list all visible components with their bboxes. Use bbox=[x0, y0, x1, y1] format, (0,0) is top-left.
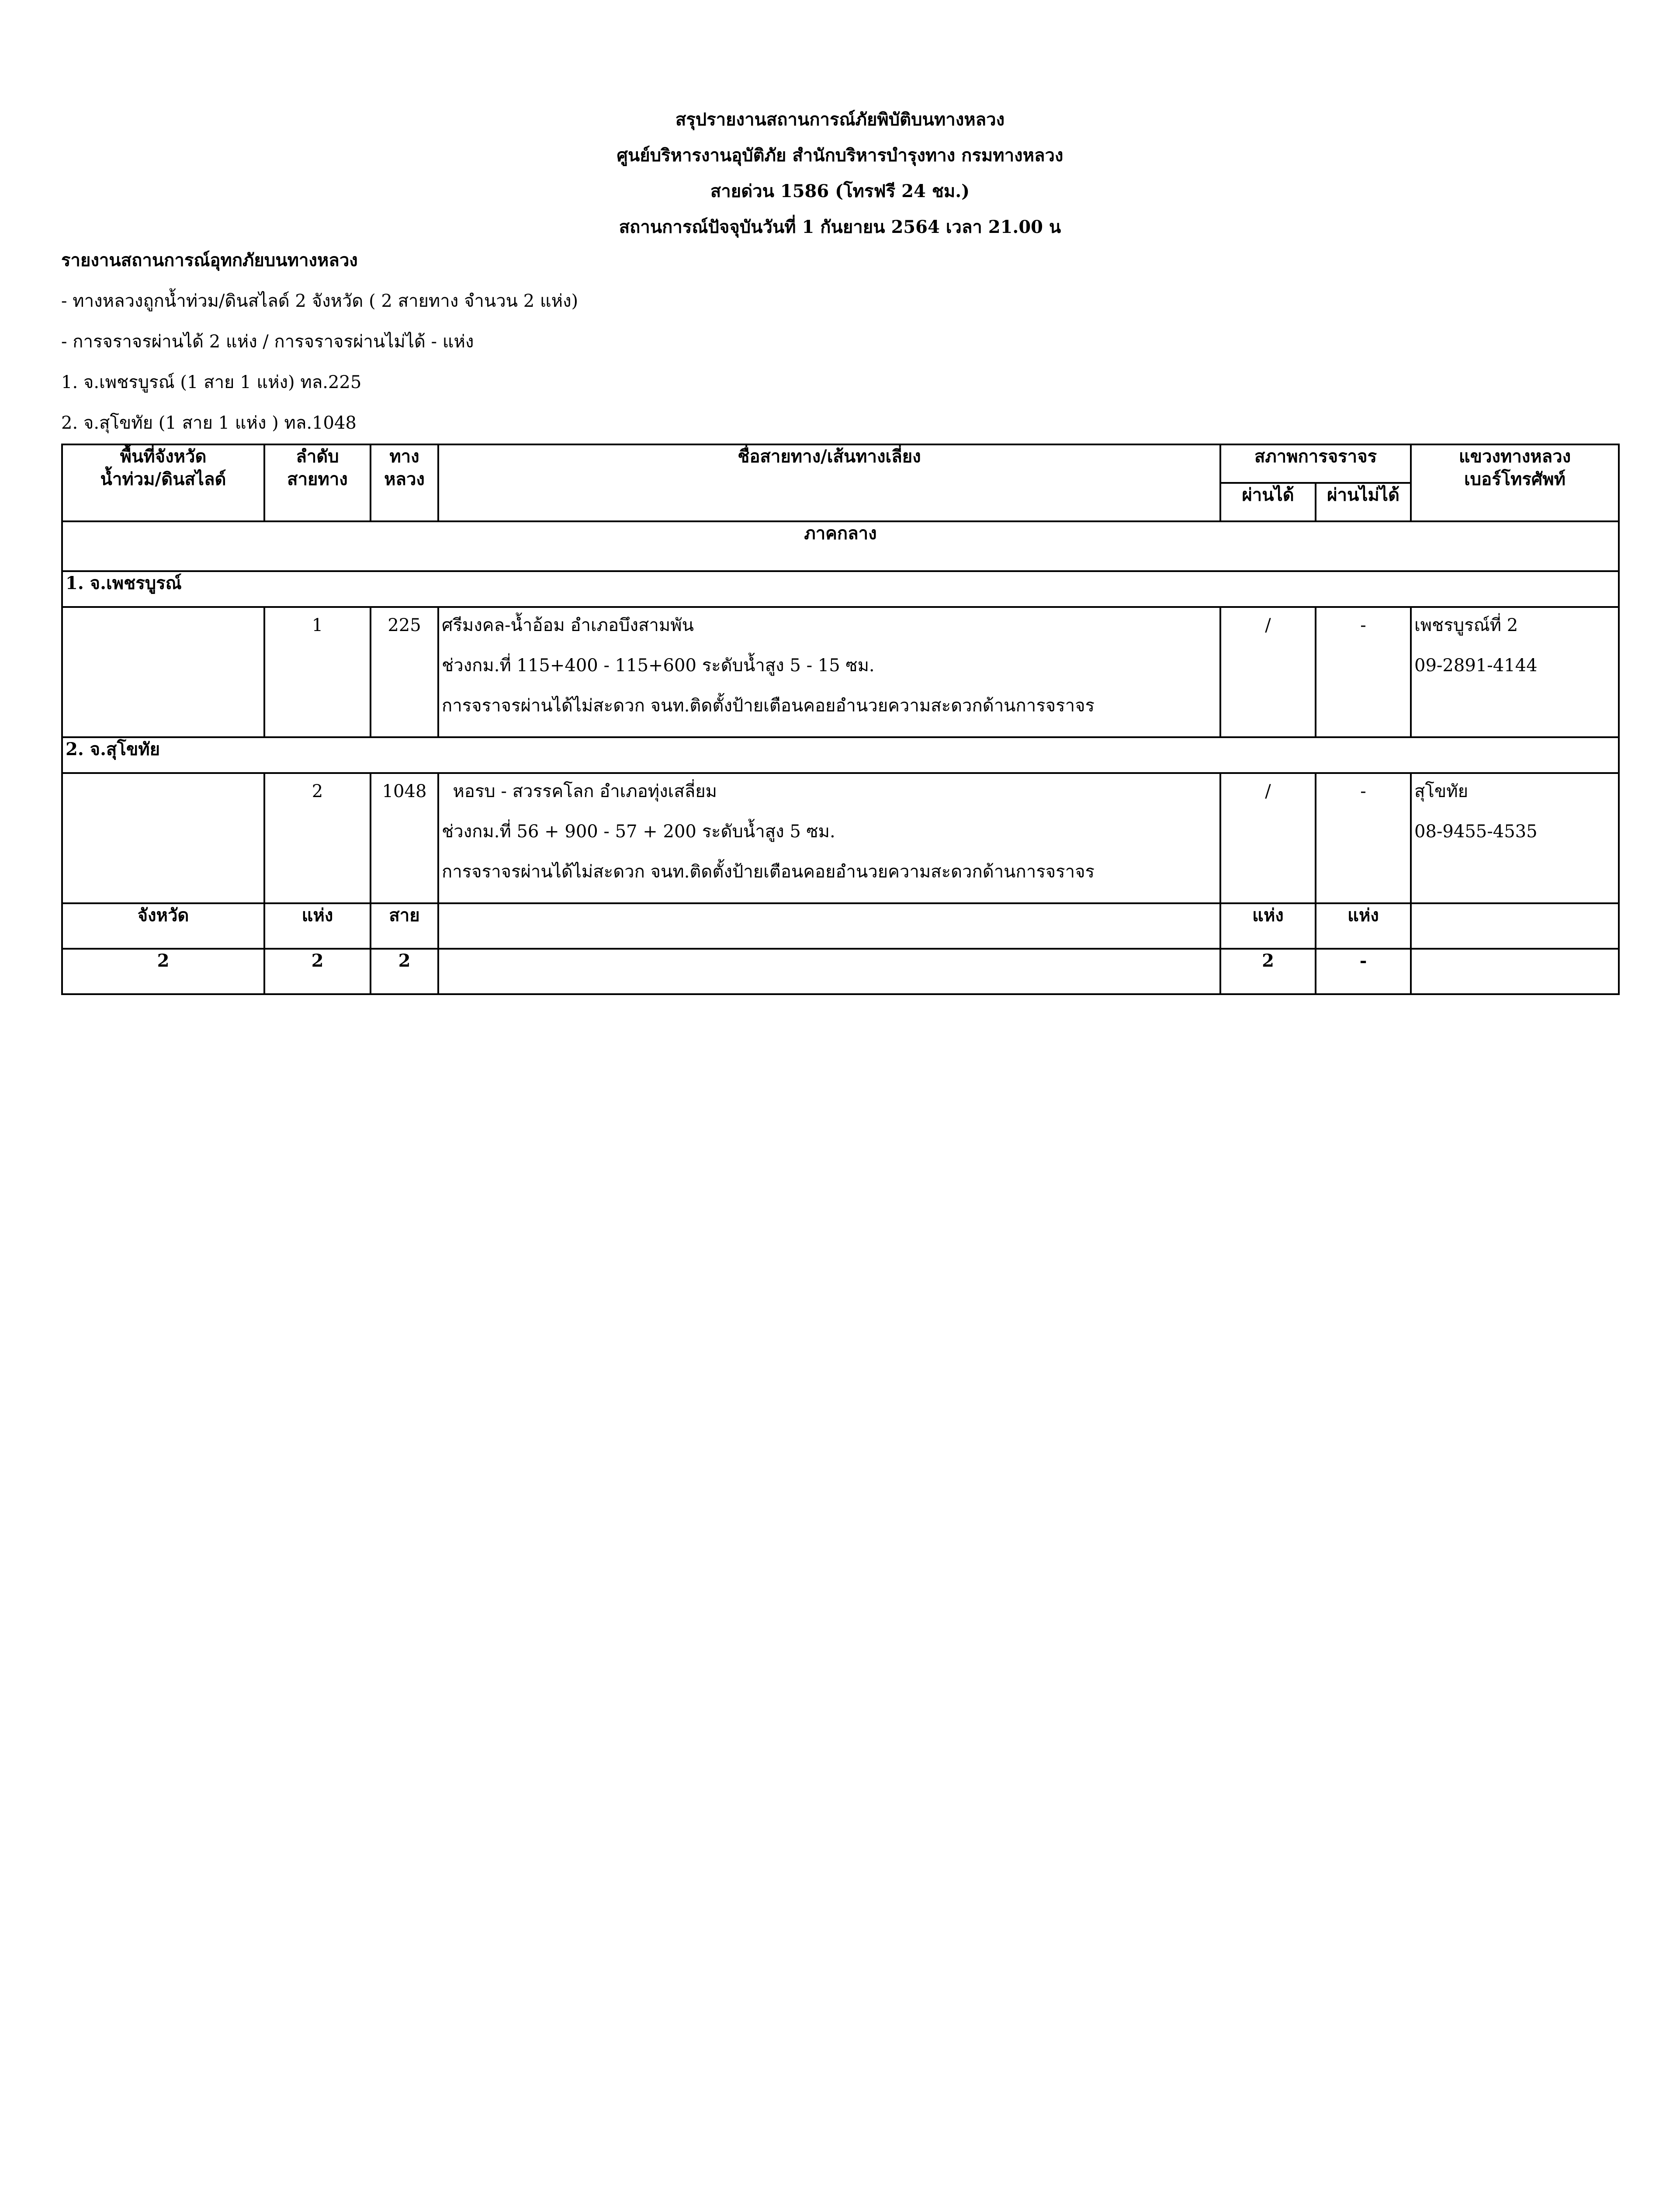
summary-line-affected: - ทางหลวงถูกน้ำท่วม/ดินสไลด์ 2 จังหวัด ( 2 สายทาง จำนวน 2 แห่ง) bbox=[61, 291, 578, 311]
nopass-cell: - bbox=[1316, 607, 1411, 737]
highway-cell: 1048 bbox=[371, 773, 438, 903]
col-header-traffic: สภาพการจราจร bbox=[1220, 444, 1411, 483]
district-phone: 09-2891-4144 bbox=[1414, 656, 1538, 676]
route-cell bbox=[438, 607, 1220, 737]
totals-header-district bbox=[1411, 903, 1619, 949]
totals-header-pass: แห่ง bbox=[1220, 903, 1316, 949]
province-label: 2. จ.สุโขทัย bbox=[62, 737, 1619, 773]
nopass-cell: - bbox=[1316, 773, 1411, 903]
col-header-seq: ลำดับ สายทาง bbox=[264, 444, 371, 521]
total-province: 2 bbox=[62, 949, 264, 994]
summary-line-province-2: 2. จ.สุโขทัย (1 สาย 1 แห่ง ) ทล.1048 bbox=[61, 413, 357, 433]
district-cell bbox=[1411, 773, 1619, 903]
pass-cell: / bbox=[1220, 773, 1316, 903]
province-label: 1. จ.เพชรบูรณ์ bbox=[62, 571, 1619, 607]
seq-cell: 1 bbox=[264, 607, 371, 737]
col-header-highway: ทาง หลวง bbox=[371, 444, 438, 521]
district-name: เพชรบูรณ์ที่ 2 bbox=[1414, 615, 1518, 635]
table-row bbox=[62, 773, 1619, 903]
route-note: การจราจรผ่านได้ไม่สะดวก จนท.ติดตั้งป้ายเตือนคอยอำนวยความสะดวกด้านการจราจร bbox=[442, 862, 1095, 882]
area-cell bbox=[62, 607, 264, 737]
col-header-pass: ผ่านได้ bbox=[1220, 483, 1316, 521]
report-agency: ศูนย์บริหารงานอุบัติภัย สำนักบริหารบำรุงทาง กรมทางหลวง bbox=[617, 145, 1063, 166]
col-header-district: แขวงทางหลวง เบอร์โทรศัพท์ bbox=[1411, 444, 1619, 521]
totals-row bbox=[62, 949, 1619, 994]
district-name: สุโขทัย bbox=[1414, 781, 1469, 801]
totals-header-row bbox=[62, 903, 1619, 949]
report-hotline: สายด่วน 1586 (โทรฟรี 24 ชม.) bbox=[710, 181, 970, 201]
table-header-row bbox=[62, 444, 1619, 483]
total-routes: 2 bbox=[371, 949, 438, 994]
col-header-route: ชื่อสายทาง/เส้นทางเลี่ยง bbox=[438, 444, 1220, 521]
table-row bbox=[62, 607, 1619, 737]
area-cell bbox=[62, 773, 264, 903]
route-name: หอรบ - สวรรคโลก อำเภอทุ่งเสลี่ยม bbox=[442, 781, 717, 801]
route-name: ศรีมงคล-น้ำอ้อม อำเภอบึงสามพัน bbox=[442, 615, 694, 635]
disaster-report-table bbox=[61, 444, 1620, 995]
route-cell bbox=[438, 773, 1220, 903]
totals-header-province: จังหวัด bbox=[62, 903, 264, 949]
totals-header-routes: สาย bbox=[371, 903, 438, 949]
report-datetime: สถานการณ์ปัจจุบันวันที่ 1 กันยายน 2564 เวลา 21.00 น bbox=[619, 217, 1061, 237]
province-row bbox=[62, 571, 1619, 607]
district-cell bbox=[1411, 607, 1619, 737]
region-row bbox=[62, 521, 1619, 571]
total-blank bbox=[438, 949, 1220, 994]
total-nopass: - bbox=[1316, 949, 1411, 994]
totals-header-nopass: แห่ง bbox=[1316, 903, 1411, 949]
region-label: ภาคกลาง bbox=[62, 521, 1619, 571]
route-km: ช่วงกม.ที่ 115+400 - 115+600 ระดับน้ำสูง 5 - 15 ซม. bbox=[442, 656, 875, 676]
summary-line-province-1: 1. จ.เพชรบูรณ์ (1 สาย 1 แห่ง) ทล.225 bbox=[61, 372, 362, 392]
col-header-area: พื้นที่จังหวัด น้ำท่วม/ดินสไลด์ bbox=[62, 444, 264, 521]
district-phone: 08-9455-4535 bbox=[1414, 822, 1538, 842]
total-district bbox=[1411, 949, 1619, 994]
highway-cell: 225 bbox=[371, 607, 438, 737]
route-km: ช่วงกม.ที่ 56 + 900 - 57 + 200 ระดับน้ำสูง 5 ซม. bbox=[442, 822, 835, 842]
totals-header-blank bbox=[438, 903, 1220, 949]
summary-heading: รายงานสถานการณ์อุทกภัยบนทางหลวง bbox=[61, 250, 358, 271]
seq-cell: 2 bbox=[264, 773, 371, 903]
col-header-nopass: ผ่านไม่ได้ bbox=[1316, 483, 1411, 521]
total-places: 2 bbox=[264, 949, 371, 994]
report-title: สรุปรายงานสถานการณ์ภัยพิบัติบนทางหลวง bbox=[675, 109, 1005, 130]
summary-line-traffic: - การจราจรผ่านได้ 2 แห่ง / การจราจรผ่านไม่ได้ - แห่ง bbox=[61, 332, 474, 352]
total-pass: 2 bbox=[1220, 949, 1316, 994]
pass-cell: / bbox=[1220, 607, 1316, 737]
route-note: การจราจรผ่านได้ไม่สะดวก จนท.ติดตั้งป้ายเตือนคอยอำนวยความสะดวกด้านการจราจร bbox=[442, 696, 1095, 716]
totals-header-places: แห่ง bbox=[264, 903, 371, 949]
province-row bbox=[62, 737, 1619, 773]
